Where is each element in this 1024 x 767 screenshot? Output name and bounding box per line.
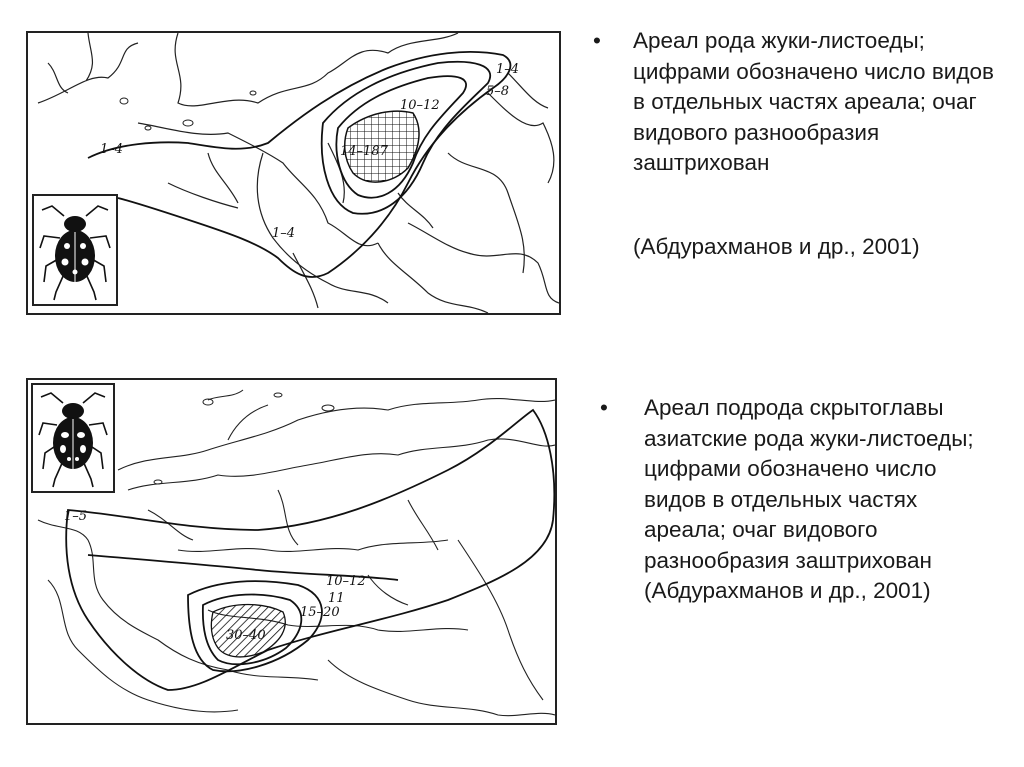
map-2-label-1-5: 1–5 [64, 509, 88, 524]
bullet-marker: • [593, 28, 601, 53]
bullet-marker: • [600, 395, 608, 420]
map-2-label-11: 11 [328, 591, 345, 606]
map-2-coastlines [38, 390, 555, 716]
bullet-text-subgenus: Ареал подрода скрытоглавы азиатские рода жуки-листоеды; цифрами обозначено число видов в отдельных частях ареала; очаг видового разнообразия заштрихован (Абдурахманов и др., 2001) [644, 395, 974, 603]
map-1-label-5-8: 5–8 [486, 84, 510, 99]
map-2-label-hotspot: 30–40 [226, 628, 266, 643]
map-1-label-10-12: 10–12 [400, 98, 440, 113]
beetle-icon [34, 196, 116, 304]
beetle-inset [32, 194, 118, 306]
map-2-label-15-20: 15–20 [300, 605, 340, 620]
map-2-islands [154, 393, 334, 484]
map-1-label-outer: 1–4 [496, 62, 520, 77]
beetle-inset [31, 383, 115, 493]
bullet-text-genus: Ареал рода жуки-листоеды; цифрами обозначено число видов в отдельных частях ареала; очаг видового разнообразия заштрихован [633, 28, 994, 175]
bullet-item-subgenus [600, 393, 1010, 693]
range-map-subgenus [26, 378, 557, 725]
map-1-label-south: 1–4 [272, 226, 296, 241]
map-1-range-lines [88, 52, 510, 277]
map-1-islands [120, 91, 256, 130]
range-map-genus [26, 31, 561, 315]
beetle-icon [33, 385, 113, 491]
map-1-label-west: 1–4 [100, 142, 124, 157]
citation-genus: (Абдурахманов и др., 2001) [633, 234, 920, 259]
bullet-item-genus [593, 26, 1003, 226]
map-2-label-10-12: 10–12 [326, 574, 366, 589]
map-1-label-hotspot: 14–187 [340, 144, 388, 159]
